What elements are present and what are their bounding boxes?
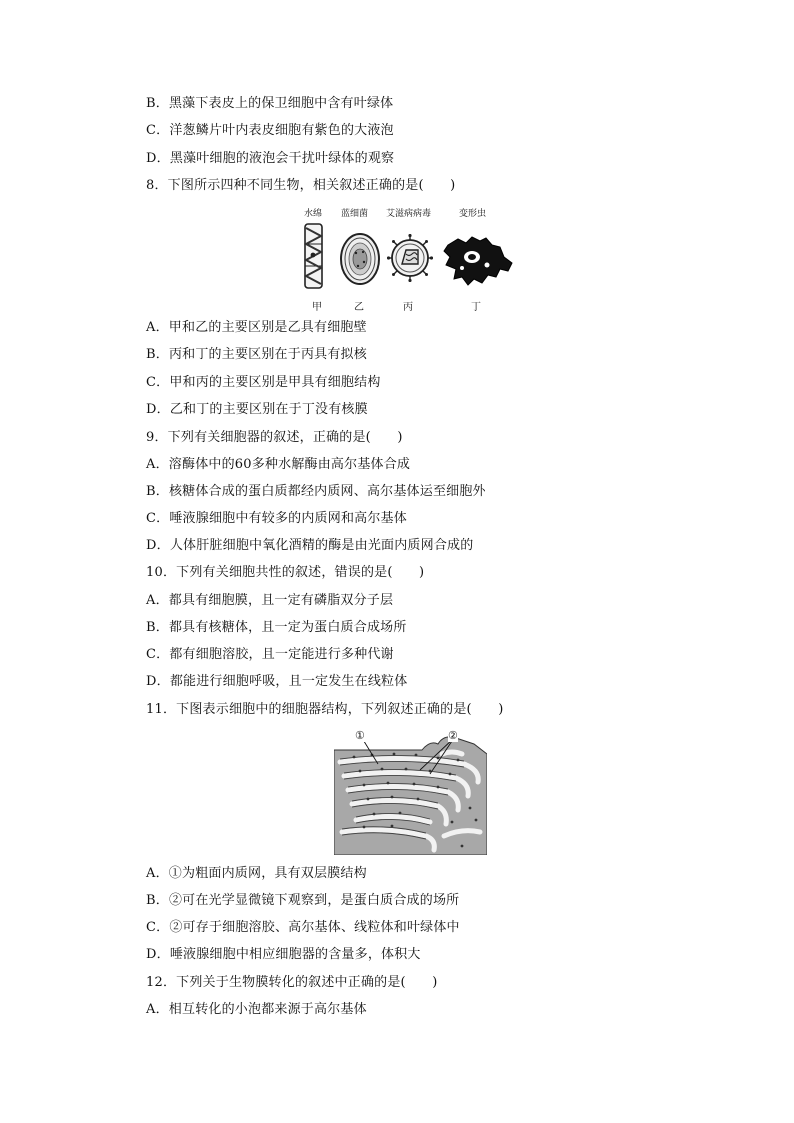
organism-name-shuimian: 水绵 [304,209,323,219]
label-bing: 丙 [403,302,413,313]
q10-option-a: A．都具有细胞膜，且一定有磷脂双分子层 [146,593,394,608]
q11-option-a: A．①为粗面内质网，具有双层膜结构 [146,866,367,881]
q11-option-c: C．②可存于细胞溶胶、高尔基体、线粒体和叶绿体中 [146,920,460,935]
q10-option-c: C．都有细胞溶胶，且一定能进行多种代谢 [146,647,394,662]
q10-option-b: B．都具有核糖体，且一定为蛋白质合成场所 [146,620,407,635]
q8-stem: 8．下图所示四种不同生物，相关叙述正确的是( ) [146,178,456,193]
q7-option-d: D．黑藻叶细胞的液泡会干扰叶绿体的观察 [146,151,395,166]
marker-1: ① [355,729,365,742]
marker-2: ② [448,729,458,742]
q11-option-d: D．唾液腺细胞中相应细胞器的含量多，体积大 [146,947,421,962]
q8-option-c: C．甲和丙的主要区别是甲具有细胞结构 [146,375,381,390]
q9-option-d: D．人体肝脏细胞中氧化酒精的酶是由光面内质网合成的 [146,538,474,553]
q7-option-c: C．洋葱鳞片叶内表皮细胞有紫色的大液泡 [146,123,394,138]
q9-option-b: B．核糖体合成的蛋白质都经内质网、高尔基体运至细胞外 [146,484,486,499]
q8-option-a: A．甲和乙的主要区别是乙具有细胞壁 [146,320,367,335]
label-yi: 乙 [354,302,364,313]
spirogyra-illustration [302,222,326,290]
organism-name-amoeba: 变形虫 [459,209,487,219]
q8-option-b: B．丙和丁的主要区别在于丙具有拟核 [146,347,367,362]
amoeba-illustration [442,235,514,287]
q9-option-c: C．唾液腺细胞中有较多的内质网和高尔基体 [146,511,407,526]
q11-option-b: B．②可在光学显微镜下观察到，是蛋白质合成的场所 [146,893,460,908]
label-ding: 丁 [471,302,481,313]
q12-option-a: A．相互转化的小泡都来源于高尔基体 [146,1002,367,1017]
label-jia: 甲 [312,302,322,313]
organism-name-hiv: 艾滋病病毒 [386,209,432,219]
q8-option-d: D．乙和丁的主要区别在于丁没有核膜 [146,402,368,417]
rough-er-illustration [334,728,487,855]
q10-option-d: D．都能进行细胞呼吸，且一定发生在线粒体 [146,674,408,689]
q12-stem: 12．下列关于生物膜转化的叙述中正确的是( ) [146,975,438,990]
q11-stem: 11．下图表示细胞中的细胞器结构，下列叙述正确的是( ) [146,702,504,717]
cyanobacteria-illustration [338,231,382,287]
q7-option-b: B．黑藻下表皮上的保卫细胞中含有叶绿体 [146,96,394,111]
q9-stem: 9．下列有关细胞器的叙述，正确的是( ) [146,430,403,445]
q10-stem: 10．下列有关细胞共性的叙述，错误的是( ) [146,565,425,580]
hiv-virus-illustration [387,234,433,282]
organism-name-lanxijun: 蓝细菌 [341,209,369,219]
q9-option-a: A．溶酶体中的60多种水解酶由高尔基体合成 [146,457,411,472]
